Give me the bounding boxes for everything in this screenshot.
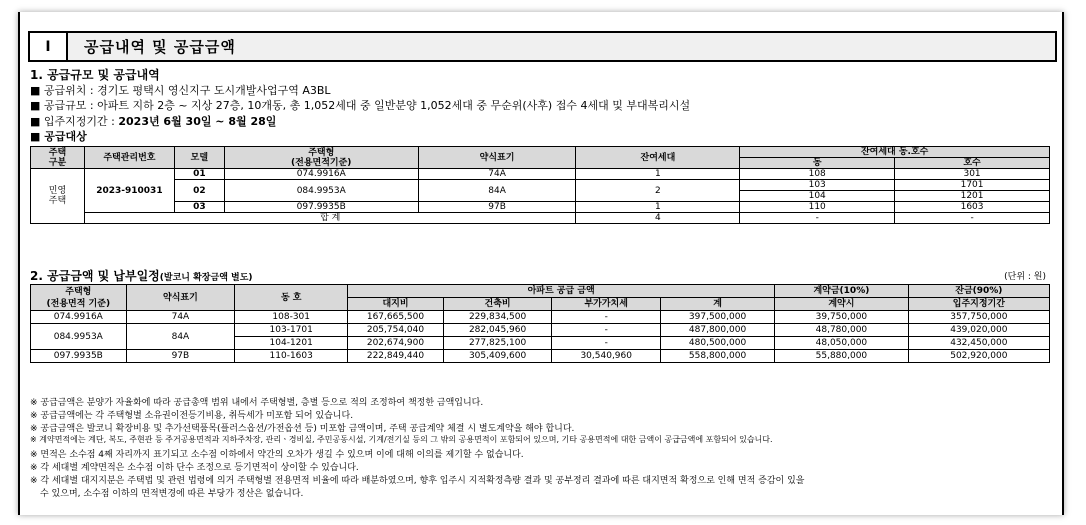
header-balance-when: 입주지정기간 (908, 298, 1049, 311)
cell-total-label: 합 계 (84, 213, 576, 224)
cell-dongho: 103-1701 (235, 324, 348, 337)
cell-short: 97B (126, 350, 235, 363)
cell-vat: - (552, 324, 661, 337)
header-deposit: 계약금(10%) (775, 285, 909, 298)
price-heading: 2. 공급금액 및 납부일정 (30, 269, 160, 283)
cell-house-type: 074.9916A (224, 169, 418, 180)
supply-scale: ■ 공급규모 : 아파트 지하 2층 ~ 지상 27층, 10개동, 총 1,052세대 중 일반분양 1,052세대 중 무순위(사후) 접수 4세대 및 부대복리시설 (30, 97, 690, 113)
cell-balance: 357,750,000 (908, 311, 1049, 324)
cell-short: 97B (418, 202, 576, 213)
note-6: ※ 각 세대별 계약면적은 소수점 이하 단수 조정으로 등기면적이 상이할 수 있습니다. (30, 463, 359, 473)
cell-building: 277,825,100 (443, 337, 552, 350)
cell-vat: 30,540,960 (552, 350, 661, 363)
cell-dong: 110 (740, 202, 895, 213)
header-house-type: 주택형 (전용면적 기준) (31, 285, 127, 311)
header-short: 약식표기 (126, 285, 235, 311)
note-4: ※ 계약면적에는 계단, 복도, 주현관 등 주거공용면적과 지하주차장, 관리ㆍ경비실, 주민공동시설, 기계/전기실 등의 그 밖의 공용면적이 포함되어 있으며, 기타 공용면적에 대한 금액이 공급금액에 포함되어 있습니다. (30, 435, 773, 444)
header-ho: 호수 (895, 158, 1050, 169)
cell-ho: 301 (895, 169, 1050, 180)
cell-house-type: 097.9935B (31, 350, 127, 363)
header-dongho: 동 호 (235, 285, 348, 311)
cell-short: 74A (418, 169, 576, 180)
cell-sum: 487,800,000 (661, 324, 775, 337)
header-apt-price: 아파트 공급 금액 (348, 285, 775, 298)
note-2: ※ 공급금액에는 각 주택형별 소유권이전등기비용, 취득세가 미포함 되어 있습니다. (30, 411, 354, 421)
header-short: 약식표기 (418, 147, 576, 169)
move-in-period (30, 113, 276, 129)
note-8: 수 있으며, 소수점 이하의 면적변경에 따른 부당가 정산은 없습니다. (40, 489, 304, 499)
document-page (18, 12, 1064, 515)
cell-total-dong: - (740, 213, 895, 224)
right-border (1062, 12, 1064, 515)
header-house-category: 주택 구분 (31, 147, 85, 169)
supply-heading: 1. 공급규모 및 공급내역 (30, 68, 160, 82)
cell-balance: 432,450,000 (908, 337, 1049, 350)
unit-label: (단위 : 원) (1004, 272, 1046, 282)
cell-building: 282,045,960 (443, 324, 552, 337)
header-model: 모델 (174, 147, 224, 169)
cell-dong: 103 (740, 180, 895, 191)
cell-sum: 480,500,000 (661, 337, 775, 350)
cell-ho: 1701 (895, 180, 1050, 191)
cell-land: 167,665,500 (348, 311, 444, 324)
cell-dongho: 110-1603 (235, 350, 348, 363)
cell-deposit: 48,780,000 (775, 324, 909, 337)
cell-land: 205,754,040 (348, 324, 444, 337)
header-building: 건축비 (443, 298, 552, 311)
section-title: 공급내역 및 공급금액 (84, 38, 236, 56)
cell-short: 84A (126, 324, 235, 350)
cell-remaining: 1 (576, 169, 740, 180)
note-7: ※ 각 세대별 대지지분은 주택법 및 관련 법령에 의거 주택형별 전용면적 비율에 따라 배분하였으며, 향후 입주시 지적확정측량 결과 및 공부정리 결과에 따른 대지면적 확정으로 인해 면적 증감이 있을 (30, 476, 805, 486)
left-border (18, 12, 20, 515)
header-balance: 잔금(90%) (908, 285, 1049, 298)
supply-location: ■ 공급위치 : 경기도 평택시 영신지구 도시개발사업구역 A3BL (30, 82, 331, 98)
move-in-value: 2023년 6월 30일 ~ 8월 28일 (118, 115, 277, 128)
cell-sum: 397,500,000 (661, 311, 775, 324)
cell-category: 민영 주택 (31, 169, 85, 224)
header-house-type: 주택형 (전용면적기준) (224, 147, 418, 169)
cell-sum: 558,800,000 (661, 350, 775, 363)
cell-house-type: 084.9953A (31, 324, 127, 350)
cell-remaining: 2 (576, 180, 740, 202)
price-heading-note: (발코니 확장금액 별도) (159, 273, 253, 283)
cell-model: 03 (174, 202, 224, 213)
note-5: ※ 면적은 소수점 4째 자리까지 표기되고 소수점 이하에서 약간의 오차가 생길 수 있으며 이에 대해 이의를 제기할 수 없습니다. (30, 450, 524, 460)
cell-balance: 439,020,000 (908, 324, 1049, 337)
cell-house-type: 097.9935B (224, 202, 418, 213)
note-1: ※ 공급금액은 분양가 자율화에 따라 공급총액 범위 내에서 주택형별, 층별 등으로 적의 조정하여 책정한 금액입니다. (30, 398, 484, 408)
cell-vat: - (552, 311, 661, 324)
cell-total-ho: - (895, 213, 1050, 224)
cell-land: 202,674,900 (348, 337, 444, 350)
cell-total-count: 4 (576, 213, 740, 224)
cell-model: 02 (174, 180, 224, 202)
cell-deposit: 55,880,000 (775, 350, 909, 363)
note-3: ※ 공급금액은 발코니 확장비용 및 추가선택품목(플러스옵션/가전옵션 등) 미포함 금액이며, 주택 공급계약 체결 시 별도계약을 해야 합니다. (30, 424, 575, 434)
cell-dong: 104 (740, 191, 895, 202)
cell-house-type: 084.9953A (224, 180, 418, 202)
cell-vat: - (552, 337, 661, 350)
move-in-label: 입주지정기간 : (43, 115, 119, 128)
cell-short: 84A (418, 180, 576, 202)
cell-dongho: 104-1201 (235, 337, 348, 350)
cell-remaining: 1 (576, 202, 740, 213)
header-land: 대지비 (348, 298, 444, 311)
header-dong: 동 (740, 158, 895, 169)
header-vat: 부가가치세 (552, 298, 661, 311)
section-number: I (30, 33, 68, 60)
cell-dongho: 108-301 (235, 311, 348, 324)
cell-building: 229,834,500 (443, 311, 552, 324)
cell-building: 305,409,600 (443, 350, 552, 363)
header-remaining-units: 잔여세대 동.호수 (740, 147, 1050, 158)
cell-house-type: 074.9916A (31, 311, 127, 324)
header-sum: 계 (661, 298, 775, 311)
supply-target: ■ 공급대상 (30, 128, 87, 144)
cell-deposit: 39,750,000 (775, 311, 909, 324)
price-heading-line (30, 267, 253, 284)
header-remaining: 잔여세대 (576, 147, 740, 169)
cell-land: 222,849,440 (348, 350, 444, 363)
cell-balance: 502,920,000 (908, 350, 1049, 363)
cell-short: 74A (126, 311, 235, 324)
header-mgmt-no: 주택관리번호 (84, 147, 174, 169)
cell-model: 01 (174, 169, 224, 180)
cell-deposit: 48,050,000 (775, 337, 909, 350)
cell-dong: 108 (740, 169, 895, 180)
price-table (30, 284, 1050, 363)
cell-mgmt-no: 2023-910031 (84, 169, 174, 213)
cell-ho: 1201 (895, 191, 1050, 202)
supply-table (30, 146, 1050, 224)
cell-ho: 1603 (895, 202, 1050, 213)
section-header (28, 31, 1057, 62)
header-deposit-when: 계약시 (775, 298, 909, 311)
